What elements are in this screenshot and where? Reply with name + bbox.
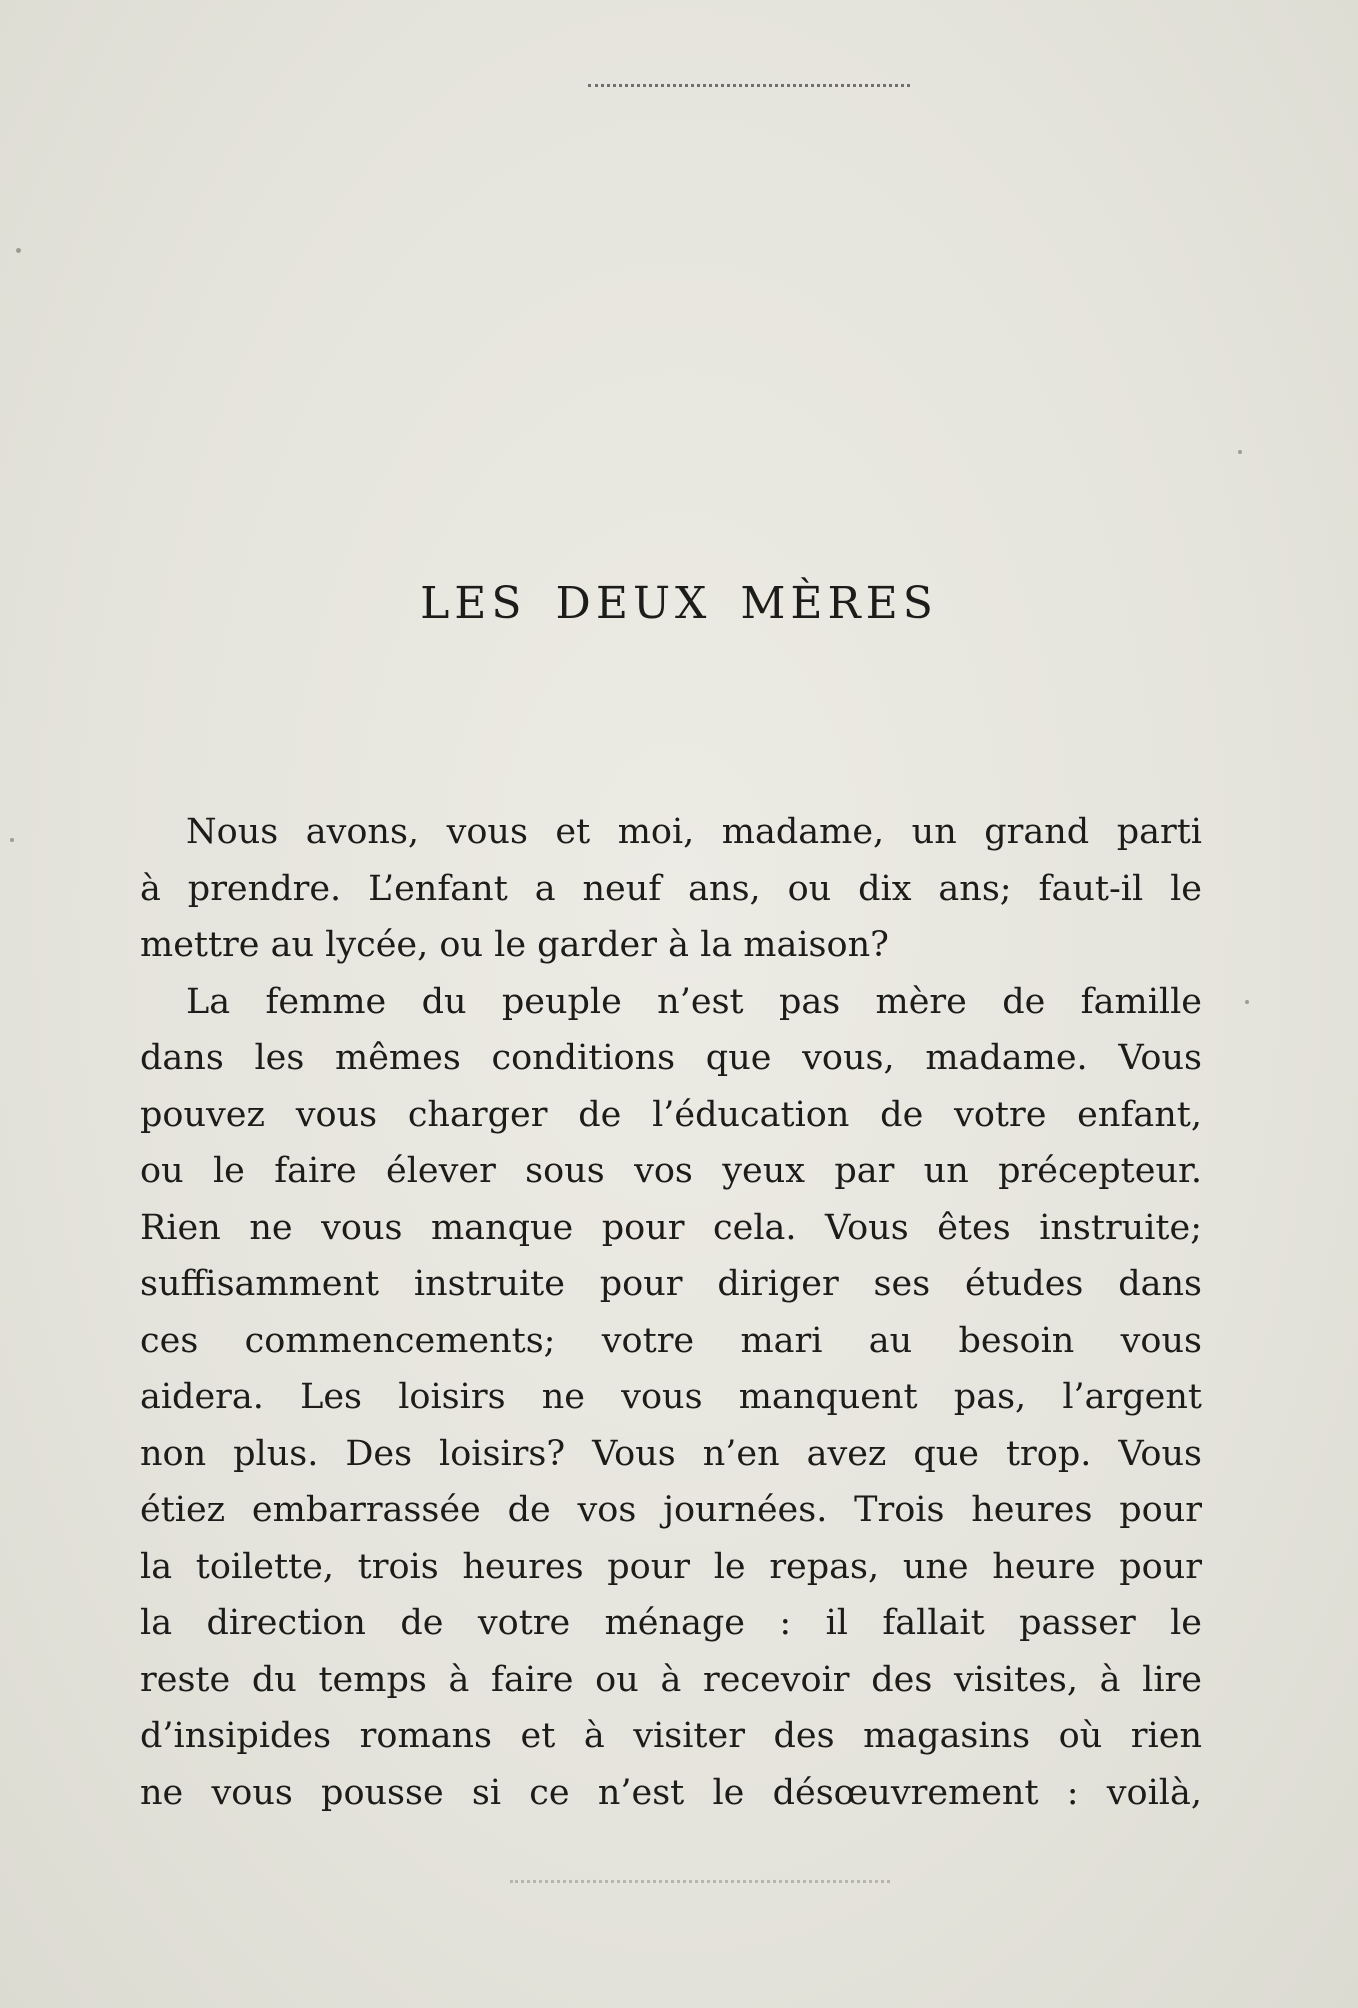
text-line: suffisamment instruite pour diriger ses études dans	[140, 1264, 1202, 1304]
text-line: ces commencements; votre mari au besoin vous	[140, 1320, 1202, 1361]
body-text	[140, 804, 1202, 1821]
footer-ornament-dots	[510, 1880, 890, 1883]
text-line: aidera. Les loisirs ne vous manquent pas, l’argent	[140, 1377, 1202, 1417]
text-line: Rien ne vous manque pour cela. Vous êtes instruite;	[140, 1207, 1202, 1248]
text-line: Nous avons, vous et moi, madame, un grand parti	[186, 812, 1202, 852]
text-line: d’insipides romans et à visiter des magasins où rien	[140, 1716, 1202, 1756]
text-line: non plus. Des loisirs? Vous n’en avez que trop. Vous	[140, 1433, 1202, 1474]
text-line: La femme du peuple n’est pas mère de famille	[186, 981, 1202, 1022]
paper-speck	[10, 838, 14, 842]
text-line: à prendre. L’enfant a neuf ans, ou dix ans; faut-il le	[140, 868, 1202, 909]
text-line: pouvez vous charger de l’éducation de votre enfant,	[140, 1094, 1202, 1135]
paper-speck	[16, 248, 21, 253]
text-line: dans les mêmes conditions que vous, madame. Vous	[140, 1038, 1202, 1078]
text-line: la toilette, trois heures pour le repas, une heure pour	[140, 1546, 1202, 1587]
header-ornament-rule	[588, 84, 910, 87]
text-line: ne vous pousse si ce n’est le désœuvrement : voilà,	[140, 1772, 1202, 1813]
text-line: la direction de votre ménage : il fallait passer le	[140, 1603, 1202, 1643]
text-line: mettre au lycée, ou le garder à la maison?	[140, 925, 889, 965]
text-line: ou le faire élever sous vos yeux par un précepteur.	[140, 1151, 1202, 1191]
text-line: étiez embarrassée de vos journées. Trois heures pour	[140, 1490, 1202, 1530]
paper-speck	[1245, 1000, 1249, 1004]
paper-speck	[1238, 450, 1242, 454]
chapter-title: LES DEUX MÈRES	[420, 578, 938, 629]
text-line: reste du temps à faire ou à recevoir des visites, à lire	[140, 1659, 1202, 1700]
